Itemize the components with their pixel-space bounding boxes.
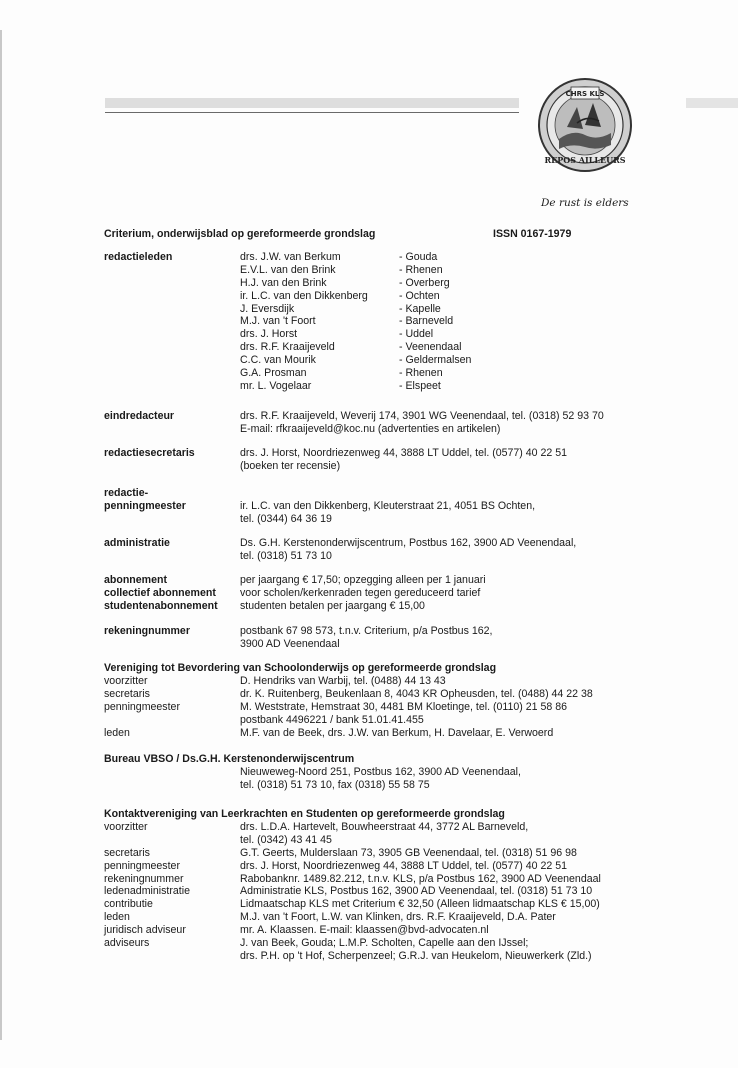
header-bar bbox=[105, 98, 519, 108]
penningmeester-line: tel. (0344) 64 36 19 bbox=[240, 512, 332, 525]
bureau-title: Bureau VBSO / Ds.G.H. Kerstenonderwijscentrum bbox=[104, 753, 355, 765]
bureau-line: tel. (0318) 51 73 10, fax (0318) 55 58 75 bbox=[240, 778, 430, 791]
vbso-row-value: dr. K. Ruitenberg, Beukenlaan 8, 4043 KR Opheusden, tel. (0488) 44 22 38 bbox=[240, 687, 593, 700]
kls-row bbox=[104, 885, 664, 898]
penningmeester-label-2: penningmeester bbox=[104, 499, 186, 512]
editor-name: drs. J.W. van Berkum bbox=[240, 251, 341, 263]
kls-table bbox=[104, 821, 664, 963]
editor-row bbox=[240, 328, 500, 341]
vbso-row bbox=[104, 727, 664, 740]
penningmeester-label-1: redactie- bbox=[104, 487, 149, 499]
kls-row-label: penningmeester bbox=[104, 859, 180, 872]
kls-row-label: secretaris bbox=[104, 846, 150, 859]
editor-row bbox=[240, 303, 500, 316]
editor-row bbox=[240, 354, 500, 367]
rekeningnummer-value bbox=[240, 625, 492, 651]
kls-row-label: ledenadministratie bbox=[104, 885, 190, 898]
editor-place: - Kapelle bbox=[399, 302, 441, 315]
redactiesecretaris-line: (boeken ter recensie) bbox=[240, 459, 341, 472]
editor-row bbox=[240, 315, 500, 328]
header-bar-right bbox=[686, 98, 738, 108]
logo-bottom-text: REPOS AILLEURS bbox=[544, 155, 626, 165]
kls-row-value: drs. P.H. op 't Hof, Scherpenzeel; G.R.J. van Heukelom, Nieuwerkerk (Zld.) bbox=[240, 949, 592, 962]
kls-row bbox=[104, 924, 664, 937]
abonnement-values bbox=[240, 574, 486, 613]
kls-title: Kontaktvereniging van Leerkrachten en Studenten op gereformeerde grondslag bbox=[104, 808, 505, 820]
editor-place: - Ochten bbox=[399, 289, 440, 302]
editor-name: C.C. van Mourik bbox=[240, 354, 316, 367]
kls-row-label: voorzitter bbox=[104, 821, 148, 833]
abonnement-label: abonnement bbox=[104, 574, 167, 586]
publication-title: Criterium, onderwijsblad op gereformeerde grondslag bbox=[104, 228, 376, 240]
administratie-line: tel. (0318) 51 73 10 bbox=[240, 549, 332, 562]
editor-place: - Rhenen bbox=[399, 263, 443, 276]
abonnement-value: studenten betalen per jaargang € 15,00 bbox=[240, 599, 425, 612]
kls-row-value: drs. J. Horst, Noordriezenweg 44, 3888 LT Uddel, tel. (0577) 40 22 51 bbox=[240, 859, 568, 872]
eindredacteur-line: drs. R.F. Kraaijeveld, Weverij 174, 3901 WG Veenendaal, tel. (0318) 52 93 70 bbox=[240, 410, 604, 422]
editor-place: - Geldermalsen bbox=[399, 354, 472, 367]
editors-list bbox=[240, 251, 500, 393]
editor-place: - Uddel bbox=[399, 328, 434, 341]
kls-row-value: drs. L.D.A. Hartevelt, Bouwheerstraat 44, 3772 AL Barneveld, bbox=[240, 821, 529, 833]
abonnement-labels bbox=[104, 574, 218, 613]
editor-name: G.A. Prosman bbox=[240, 367, 307, 380]
vbso-title: Vereniging tot Bevordering van Schoolonderwijs op gereformeerde grondslag bbox=[104, 662, 497, 674]
editor-name: drs. J. Horst bbox=[240, 328, 298, 341]
editor-name: M.J. van 't Foort bbox=[240, 315, 316, 328]
kls-row-value: G.T. Geerts, Mulderslaan 73, 3905 GB Veenendaal, tel. (0318) 51 96 98 bbox=[240, 846, 577, 859]
penningmeester-value bbox=[240, 500, 535, 526]
editor-name: J. Eversdijk bbox=[240, 302, 295, 315]
editor-row bbox=[240, 277, 500, 290]
redactieleden-label: redactieleden bbox=[104, 251, 173, 263]
rekening-line: 3900 AD Veenendaal bbox=[240, 637, 340, 650]
rekening-line: postbank 67 98 573, t.n.v. Criterium, p/a Postbus 162, bbox=[240, 625, 493, 637]
kls-row-value: J. van Beek, Gouda; L.M.P. Scholten, Capelle aan den IJssel; bbox=[240, 937, 529, 950]
kls-row-value: Lidmaatschap KLS met Criterium € 32,50 (Alleen lidmaatschap KLS € 15,00) bbox=[240, 898, 600, 911]
editor-row bbox=[240, 367, 500, 380]
abonnement-label: collectief abonnement bbox=[104, 586, 216, 599]
abonnement-label: studentenabonnement bbox=[104, 599, 218, 612]
editor-row bbox=[240, 380, 500, 393]
kls-row-label: juridisch adviseur bbox=[104, 924, 186, 937]
editor-row bbox=[240, 251, 500, 264]
logo-top-text: CHRS KLS bbox=[565, 90, 605, 98]
editor-place: - Barneveld bbox=[399, 315, 454, 328]
redactiesecretaris-value bbox=[240, 447, 567, 473]
editor-name: E.V.L. van den Brink bbox=[240, 263, 336, 276]
eindredacteur-line: E-mail: rfkraaijeveld@koc.nu (advertenties en artikelen) bbox=[240, 422, 501, 435]
editor-place: - Elspeet bbox=[399, 379, 441, 392]
editor-row bbox=[240, 290, 500, 303]
redactiesecretaris-line: drs. J. Horst, Noordriezenweg 44, 3888 LT Uddel, tel. (0577) 40 22 51 bbox=[240, 447, 568, 459]
vbso-row-value: M. Weststrate, Hemstraat 30, 4481 BM Kloetinge, tel. (0110) 21 58 86 bbox=[240, 700, 568, 713]
vbso-row-value: M.F. van de Beek, drs. J.W. van Berkum, H. Davelaar, E. Verwoerd bbox=[240, 726, 554, 739]
editor-name: mr. L. Vogelaar bbox=[240, 379, 312, 392]
vbso-row-label: penningmeester bbox=[104, 700, 180, 713]
vbso-row bbox=[104, 701, 664, 727]
editor-place: - Veenendaal bbox=[399, 341, 462, 354]
kls-row bbox=[104, 898, 664, 911]
vbso-row bbox=[104, 675, 664, 688]
kls-row-value: Rabobanknr. 1489.82.212, t.n.v. KLS, p/a Postbus 162, 3900 AD Veenendaal bbox=[240, 872, 601, 885]
bureau-value bbox=[240, 766, 521, 792]
administratie-line: Ds. G.H. Kerstenonderwijscentrum, Postbus 162, 3900 AD Veenendaal, bbox=[240, 537, 577, 549]
page-edge bbox=[0, 30, 2, 1040]
editor-name: ir. L.C. van den Dikkenberg bbox=[240, 289, 368, 302]
eindredacteur-value bbox=[240, 410, 604, 436]
editor-name: H.J. van den Brink bbox=[240, 276, 327, 289]
bureau-line: Nieuweweg-Noord 251, Postbus 162, 3900 AD Veenendaal, bbox=[240, 766, 521, 778]
motto: De rust is elders bbox=[541, 197, 629, 209]
kls-row-value: Administratie KLS, Postbus 162, 3900 AD Veenendaal, tel. (0318) 51 73 10 bbox=[240, 885, 593, 898]
vbso-table bbox=[104, 675, 664, 739]
kls-row-value: M.J. van 't Foort, L.W. van Klinken, drs. R.F. Kraaijeveld, D.A. Pater bbox=[240, 911, 556, 924]
vbso-row-value: postbank 4496221 / bank 51.01.41.455 bbox=[240, 713, 424, 726]
kls-row bbox=[104, 873, 664, 886]
header-rule bbox=[105, 112, 519, 113]
kls-row-label: adviseurs bbox=[104, 937, 150, 950]
editor-place: - Gouda bbox=[399, 251, 438, 263]
eindredacteur-label: eindredacteur bbox=[104, 410, 175, 422]
vbso-row-label: secretaris bbox=[104, 687, 150, 700]
vbso-row-label: voorzitter bbox=[104, 675, 148, 687]
editor-place: - Rhenen bbox=[399, 367, 443, 380]
kls-row-label: contributie bbox=[104, 898, 153, 911]
vbso-row bbox=[104, 688, 664, 701]
editor-place: - Overberg bbox=[399, 276, 450, 289]
redactiesecretaris-label: redactiesecretaris bbox=[104, 447, 195, 459]
kls-row-value: tel. (0342) 43 41 45 bbox=[240, 833, 332, 846]
kls-row bbox=[104, 847, 664, 860]
kls-row-label: leden bbox=[104, 911, 130, 924]
rekeningnummer-label: rekeningnummer bbox=[104, 625, 190, 637]
abonnement-value: voor scholen/kerkenraden tegen gereduceerd tarief bbox=[240, 586, 481, 599]
kls-row bbox=[104, 937, 664, 963]
kls-row-label: rekeningnummer bbox=[104, 872, 184, 885]
abonnement-value: per jaargang € 17,50; opzegging alleen per 1 januari bbox=[240, 574, 486, 586]
administratie-value bbox=[240, 537, 576, 563]
administratie-label: administratie bbox=[104, 537, 170, 549]
penningmeester-label bbox=[104, 487, 186, 513]
kls-row-value: mr. A. Klaassen. E-mail: klaassen@bvd-advocaten.nl bbox=[240, 924, 489, 937]
kls-row bbox=[104, 821, 664, 847]
issn: ISSN 0167-1979 bbox=[493, 228, 572, 240]
penningmeester-line: ir. L.C. van den Dikkenberg, Kleuterstraat 21, 4051 BS Ochten, bbox=[240, 500, 536, 512]
vbso-row-label: leden bbox=[104, 726, 130, 739]
kls-seal-logo bbox=[537, 77, 633, 173]
editor-name: drs. R.F. Kraaijeveld bbox=[240, 341, 335, 354]
editor-row bbox=[240, 341, 500, 354]
kls-row bbox=[104, 911, 664, 924]
vbso-row-value: D. Hendriks van Warbij, tel. (0488) 44 13 43 bbox=[240, 675, 446, 687]
kls-row bbox=[104, 860, 664, 873]
editor-row bbox=[240, 264, 500, 277]
